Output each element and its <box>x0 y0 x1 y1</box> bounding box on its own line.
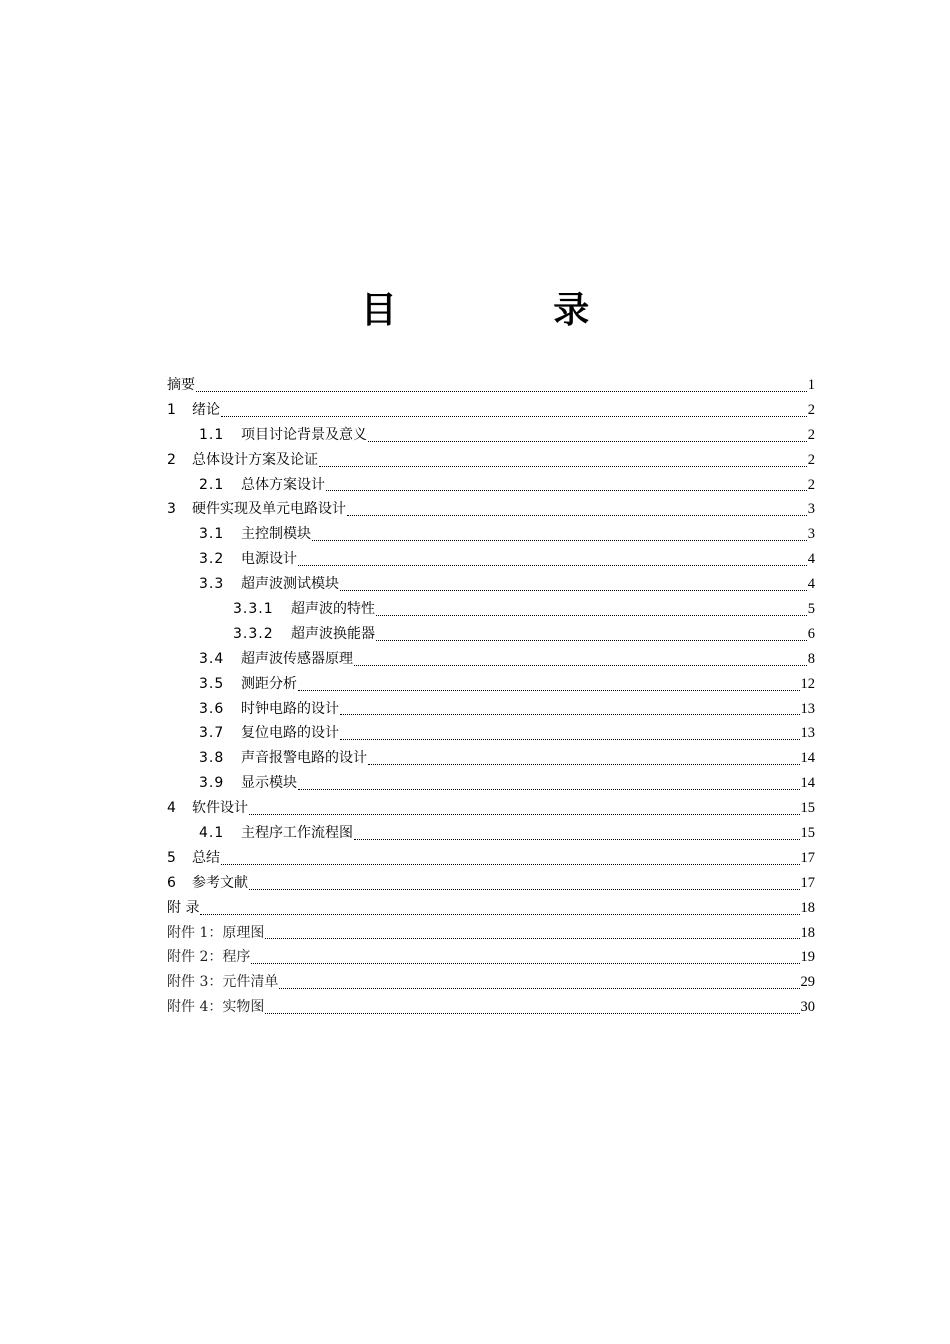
toc-entry-page-number: 8 <box>807 650 815 667</box>
toc-entry-number: 1.1 <box>199 426 225 443</box>
toc-entry-number: 3.9 <box>199 775 225 792</box>
toc-entry-page-number: 12 <box>800 675 815 692</box>
toc-entry-label: 附件 3：元件清单 <box>167 974 279 991</box>
dot-leader <box>249 813 800 815</box>
toc-entry-label: 附件 4：实物图 <box>167 999 265 1016</box>
toc-entry-page-number: 29 <box>800 974 815 991</box>
toc-entry-number: 3.3.1 <box>233 601 274 617</box>
toc-entry[interactable] <box>167 995 815 1020</box>
toc-entry-page-number: 4 <box>807 551 815 568</box>
dot-leader <box>376 639 807 641</box>
toc-entry[interactable] <box>167 796 815 821</box>
dot-leader <box>221 415 807 417</box>
toc-entry[interactable] <box>167 647 815 672</box>
toc-entry-page-number: 2 <box>807 476 815 493</box>
toc-entry[interactable] <box>167 473 815 498</box>
toc-entry-page-number: 19 <box>800 949 815 966</box>
toc-entry-page-number: 2 <box>807 401 815 418</box>
toc-entry-number: 4 <box>167 800 176 817</box>
toc-entry[interactable] <box>167 547 815 572</box>
dot-leader <box>354 664 807 666</box>
toc-entry-number: 3.3 <box>199 576 225 593</box>
dot-leader <box>265 1012 799 1014</box>
toc-entry-page-number: 5 <box>807 601 815 617</box>
toc-entry-number: 2.1 <box>199 476 225 493</box>
toc-entry-page-number: 15 <box>800 825 815 842</box>
toc-entry[interactable] <box>167 945 815 970</box>
toc-entry-label: 绪论 <box>192 401 220 418</box>
toc-entry-page-number: 14 <box>800 750 815 767</box>
toc-entry-page-number: 15 <box>800 800 815 817</box>
toc-entry-label: 附件 1：原理图 <box>167 924 265 941</box>
toc-entry[interactable] <box>167 597 815 622</box>
toc-entry[interactable] <box>167 921 815 946</box>
dot-leader <box>298 788 800 790</box>
toc-entry-number: 3 <box>167 501 176 518</box>
toc-entry-number: 2 <box>167 451 176 468</box>
dot-leader <box>298 564 807 566</box>
toc-entry-page-number: 18 <box>800 924 815 941</box>
dot-leader <box>200 913 799 915</box>
toc-entry-page-number: 13 <box>800 700 815 717</box>
toc-entry-page-number: 17 <box>800 874 815 891</box>
dot-leader <box>368 763 800 765</box>
toc-entry-page-number: 17 <box>800 849 815 866</box>
toc-entry-label: 时钟电路的设计 <box>241 700 339 717</box>
toc-entry-page-number: 1 <box>807 376 815 393</box>
toc-entry-number: 3.6 <box>199 700 225 717</box>
toc-entry-label: 主程序工作流程图 <box>241 825 353 842</box>
toc-entry-label: 软件设计 <box>192 800 248 817</box>
toc-entry-label: 项目讨论背景及意义 <box>241 426 367 443</box>
dot-leader <box>221 863 800 865</box>
dot-leader <box>347 514 807 516</box>
toc-entry-page-number: 18 <box>800 899 815 916</box>
toc-entry-page-number: 3 <box>807 526 815 543</box>
dot-leader <box>251 962 799 964</box>
toc-entry-number: 3.4 <box>199 650 225 667</box>
toc-entry[interactable] <box>167 448 815 473</box>
table-of-contents <box>167 373 815 1020</box>
toc-entry-label: 电源设计 <box>241 551 297 568</box>
dot-leader <box>196 390 807 392</box>
toc-entry[interactable] <box>167 622 815 647</box>
toc-entry-number: 5 <box>167 849 176 866</box>
toc-entry-page-number: 4 <box>807 576 815 593</box>
dot-leader <box>340 713 800 715</box>
toc-entry-label: 硬件实现及单元电路设计 <box>192 501 346 518</box>
toc-entry-label: 总结 <box>192 849 220 866</box>
dot-leader <box>376 614 807 616</box>
toc-entry[interactable] <box>167 821 815 846</box>
dot-leader <box>340 589 807 591</box>
toc-entry-label: 超声波的特性 <box>291 601 375 617</box>
toc-entry-label: 复位电路的设计 <box>241 725 339 742</box>
toc-entry-label: 主控制模块 <box>241 526 311 543</box>
toc-entry[interactable] <box>167 896 815 921</box>
toc-entry[interactable] <box>167 771 815 796</box>
toc-entry-page-number: 2 <box>807 451 815 468</box>
toc-entry[interactable] <box>167 672 815 697</box>
toc-entry-label: 参考文献 <box>192 874 248 891</box>
toc-entry-label: 总体设计方案及论证 <box>192 451 318 468</box>
toc-entry-page-number: 13 <box>800 725 815 742</box>
toc-entry-page-number: 30 <box>800 999 815 1016</box>
toc-entry[interactable] <box>167 522 815 547</box>
toc-entry-number: 3.5 <box>199 675 225 692</box>
toc-entry[interactable] <box>167 846 815 871</box>
toc-entry[interactable] <box>167 697 815 722</box>
toc-entry[interactable] <box>167 970 815 995</box>
toc-entry-page-number: 6 <box>807 625 815 642</box>
toc-entry[interactable] <box>167 871 815 896</box>
page-title: 目 录 <box>360 290 662 331</box>
dot-leader <box>298 689 800 691</box>
dot-leader <box>265 937 799 939</box>
toc-entry-label: 超声波测试模块 <box>241 576 339 593</box>
dot-leader <box>368 440 807 442</box>
toc-entry-label: 超声波传感器原理 <box>241 650 353 667</box>
toc-entry[interactable] <box>167 572 815 597</box>
toc-entry[interactable] <box>167 423 815 448</box>
toc-entry-page-number: 14 <box>800 775 815 792</box>
toc-entry-label: 附 录 <box>167 899 200 916</box>
toc-entry-number: 3.2 <box>199 551 225 568</box>
dot-leader <box>279 987 799 989</box>
dot-leader <box>340 738 800 740</box>
toc-entry-label: 摘要 <box>167 376 195 393</box>
toc-entry-label: 声音报警电路的设计 <box>241 750 367 767</box>
toc-entry-number: 3.7 <box>199 725 225 742</box>
toc-entry-label: 附件 2：程序 <box>167 949 251 966</box>
toc-entry[interactable] <box>167 373 815 398</box>
dot-leader <box>312 539 807 541</box>
toc-entry-number: 3.1 <box>199 526 225 543</box>
toc-entry-label: 显示模块 <box>241 775 297 792</box>
dot-leader <box>354 838 800 840</box>
dot-leader <box>249 888 800 890</box>
toc-entry[interactable] <box>167 746 815 771</box>
toc-entry[interactable] <box>167 721 815 746</box>
toc-entry-number: 6 <box>167 874 176 891</box>
toc-entry-number: 3.8 <box>199 750 225 767</box>
toc-entry-label: 总体方案设计 <box>241 476 325 493</box>
dot-leader <box>326 489 807 491</box>
toc-entry-number: 4.1 <box>199 825 225 842</box>
dot-leader <box>319 465 807 467</box>
toc-entry-page-number: 3 <box>807 501 815 518</box>
toc-entry-number: 1 <box>167 401 176 418</box>
toc-entry-label: 测距分析 <box>241 675 297 692</box>
toc-entry-number: 3.3.2 <box>233 625 274 642</box>
toc-entry[interactable] <box>167 497 815 522</box>
toc-entry-label: 超声波换能器 <box>291 625 375 642</box>
toc-entry-page-number: 2 <box>807 426 815 443</box>
toc-entry[interactable] <box>167 398 815 423</box>
